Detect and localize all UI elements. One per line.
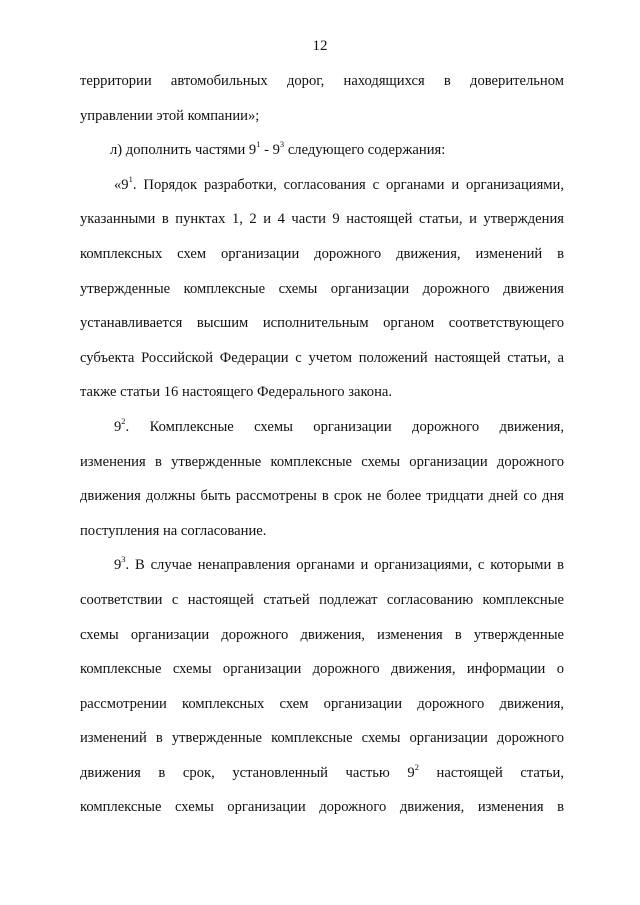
text-line: территории автомобильных дорог, находящихся в доверительном: [80, 73, 564, 89]
paragraph-9-3-first-line: [80, 548, 564, 583]
text-line: соответствии с настоящей статьей подлежат согласованию комплексные: [80, 591, 564, 608]
text-line: комплексные схемы организации дорожного движения, изменения в: [80, 799, 564, 816]
text-line: поступления на согласование.: [80, 522, 267, 539]
superscript: 2: [414, 761, 419, 772]
text-run: следующего содержания:: [284, 142, 446, 159]
amendment-line: [80, 133, 564, 168]
text-line: комплексных схем организации дорожного движения, изменений в: [80, 245, 564, 262]
superscript: 2: [121, 415, 126, 426]
text-run: л) дополнить частями 9: [110, 142, 257, 159]
text-line: управлении этой компании»;: [80, 107, 260, 124]
text-line: комплексные схемы организации дорожного движения, информации о: [80, 661, 564, 678]
text-run: - 9: [260, 142, 280, 159]
text-line: рассмотрении комплексных схем организации дорожного движения,: [80, 695, 564, 712]
document-body: [80, 64, 564, 825]
text-line: устанавливается высшим исполнительным органом соответствующего: [80, 315, 564, 332]
text-line: также статьи 16 настоящего Федерального закона.: [80, 384, 393, 401]
superscript: 1: [128, 173, 133, 184]
text-run: движения в срок, установленный частью 9: [80, 764, 415, 781]
text-run: . Комплексные схемы организации дорожного движения,: [125, 418, 564, 435]
text-line: изменения в утвержденные комплексные схемы организации дорожного: [80, 453, 564, 470]
text-line: движения должны быть рассмотрены в срок не более тридцати дней со дня: [80, 488, 564, 505]
text-line: указанными в пунктах 1, 2 и 4 части 9 настоящей статьи, и утверждения: [80, 211, 564, 228]
paragraph-9-2-first-line: [80, 410, 564, 445]
text-run: . В случае ненаправления органами и организациями, с которыми в: [125, 557, 564, 574]
text-run: 9: [114, 557, 122, 574]
text-line-with-superscript: [80, 756, 564, 791]
superscript: 1: [256, 139, 261, 150]
text-line: утвержденные комплексные схемы организации дорожного движения: [80, 280, 564, 297]
text-run: . Порядок разработки, согласования с органами и организациями,: [132, 176, 564, 193]
text-run: 9: [114, 418, 122, 435]
text-run: настоящей статьи,: [418, 764, 564, 781]
text-line: схемы организации дорожного движения, изменения в утвержденные: [80, 626, 564, 643]
text-line: изменений в утвержденные комплексные схемы организации дорожного: [80, 730, 564, 747]
superscript: 3: [279, 139, 285, 150]
paragraph-9-1-first-line: [80, 168, 564, 203]
text-run: «9: [114, 176, 129, 193]
superscript: 3: [121, 554, 126, 565]
text-line: субъекта Российской Федерации с учетом положений настоящей статьи, а: [80, 349, 564, 366]
page-number: 12: [312, 38, 328, 54]
